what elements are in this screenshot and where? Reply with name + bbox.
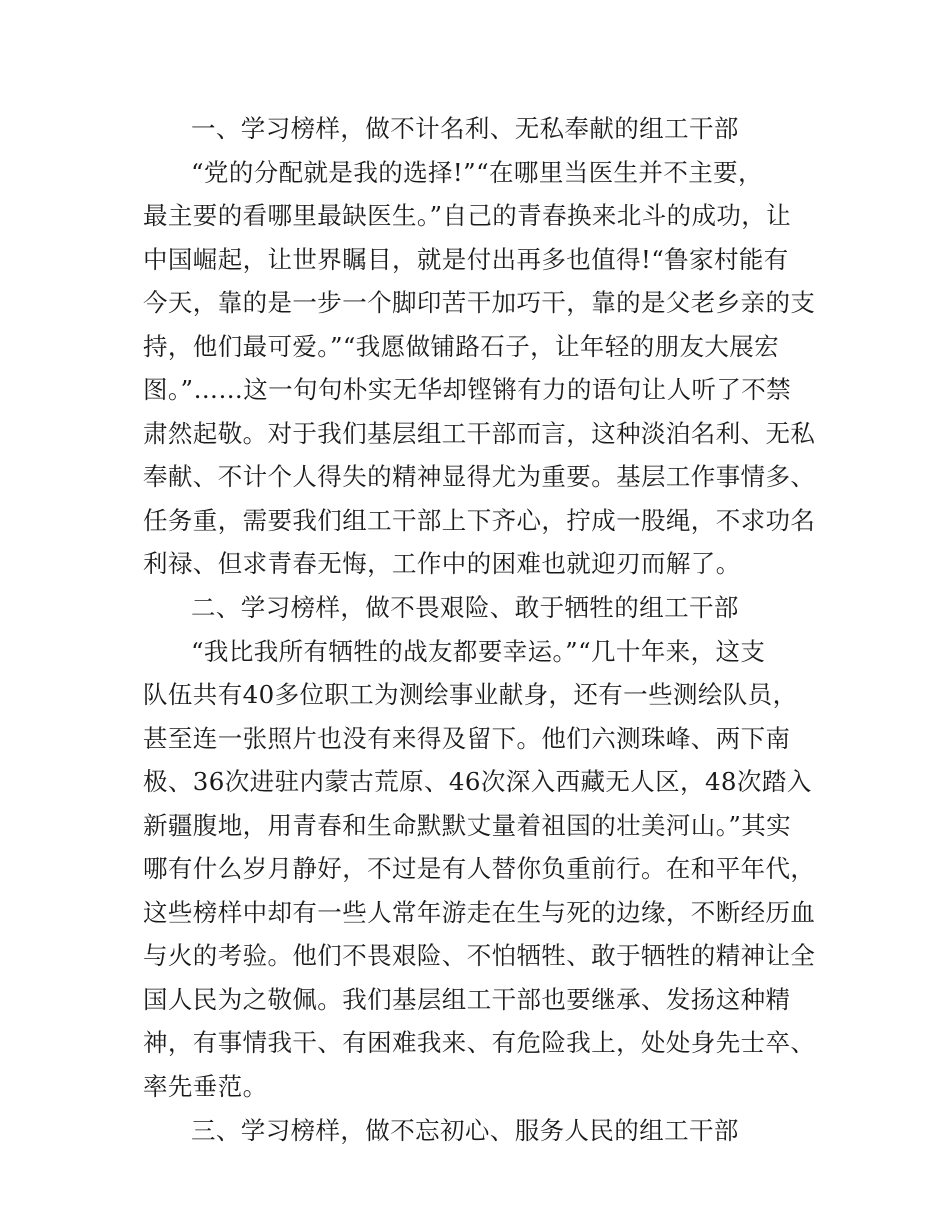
paragraph-line: 队伍共有40多位职工为测绘事业献身，还有一些测绘队员，	[143, 680, 798, 710]
paragraph-line: 这些榜样中却有一些人常年游走在生与死的边缘，不断经历血	[143, 897, 816, 927]
paragraph-line: 极、36次进驻内蒙古荒原、46次深入西藏无人区，48次踏入	[143, 767, 812, 797]
paragraph-line: 利禄、但求青春无悔，工作中的困难也就迎刃而解了。	[143, 549, 741, 579]
paragraph-line: 肃然起敬。对于我们基层组工干部而言，这种淡泊名利、无私	[143, 418, 816, 448]
paragraph-line: 今天，靠的是一步一个脚印苦干加巧干，靠的是父老乡亲的支	[143, 288, 816, 318]
paragraph-line: 持，他们最可爱。”“我愿做铺路石子，让年轻的朋友大展宏	[143, 331, 780, 361]
paragraph-line: 神，有事情我干、有困难我来、有危险我上，处处身先士卒、	[143, 1028, 816, 1058]
paragraph-line: 最主要的看哪里最缺医生。”自己的青春换来北斗的成功，让	[143, 201, 792, 231]
paragraph-line: “我比我所有牺牲的战友都要幸运。”“几十年来，这支	[191, 636, 766, 666]
paragraph-line: 任务重，需要我们组工干部上下齐心，拧成一股绳，不求功名	[143, 505, 816, 535]
section-heading-2: 二、学习榜样，做不畏艰险、敢于牺牲的组工干部	[191, 593, 739, 623]
paragraph-line: 奉献、不计个人得失的精神显得尤为重要。基层工作事情多、	[143, 462, 816, 492]
paragraph-line: 与火的考验。他们不畏艰险、不怕牺牲、敢于牺牲的精神让全	[143, 941, 816, 971]
paragraph-line: 国人民为之敬佩。我们基层组工干部也要继承、发扬这种精	[143, 984, 791, 1014]
document-body	[143, 107, 823, 1152]
paragraph-line: 率先垂范。	[143, 1072, 268, 1102]
paragraph-line: 新疆腹地，用青春和生命默默丈量着祖国的壮美河山。”其实	[143, 810, 792, 840]
paragraph-line: 甚至连一张照片也没有来得及留下。他们六测珠峰、两下南	[143, 723, 791, 753]
paragraph-line: 中国崛起，让世界瞩目，就是付出再多也值得!“鲁家村能有	[143, 244, 789, 274]
section-heading-3: 三、学习榜样，做不忘初心、服务人民的组工干部	[191, 1115, 739, 1145]
section-heading-1: 一、学习榜样，做不计名利、无私奉献的组工干部	[191, 114, 739, 143]
paragraph-line: 哪有什么岁月静好，不过是有人替你负重前行。在和平年代，	[143, 854, 816, 884]
paragraph-line: “党的分配就是我的选择!”“在哪里当医生并不主要，	[191, 157, 763, 187]
paragraph-line: 图。”……这一句句朴实无华却铿锵有力的语句让人听了不禁	[143, 375, 792, 405]
